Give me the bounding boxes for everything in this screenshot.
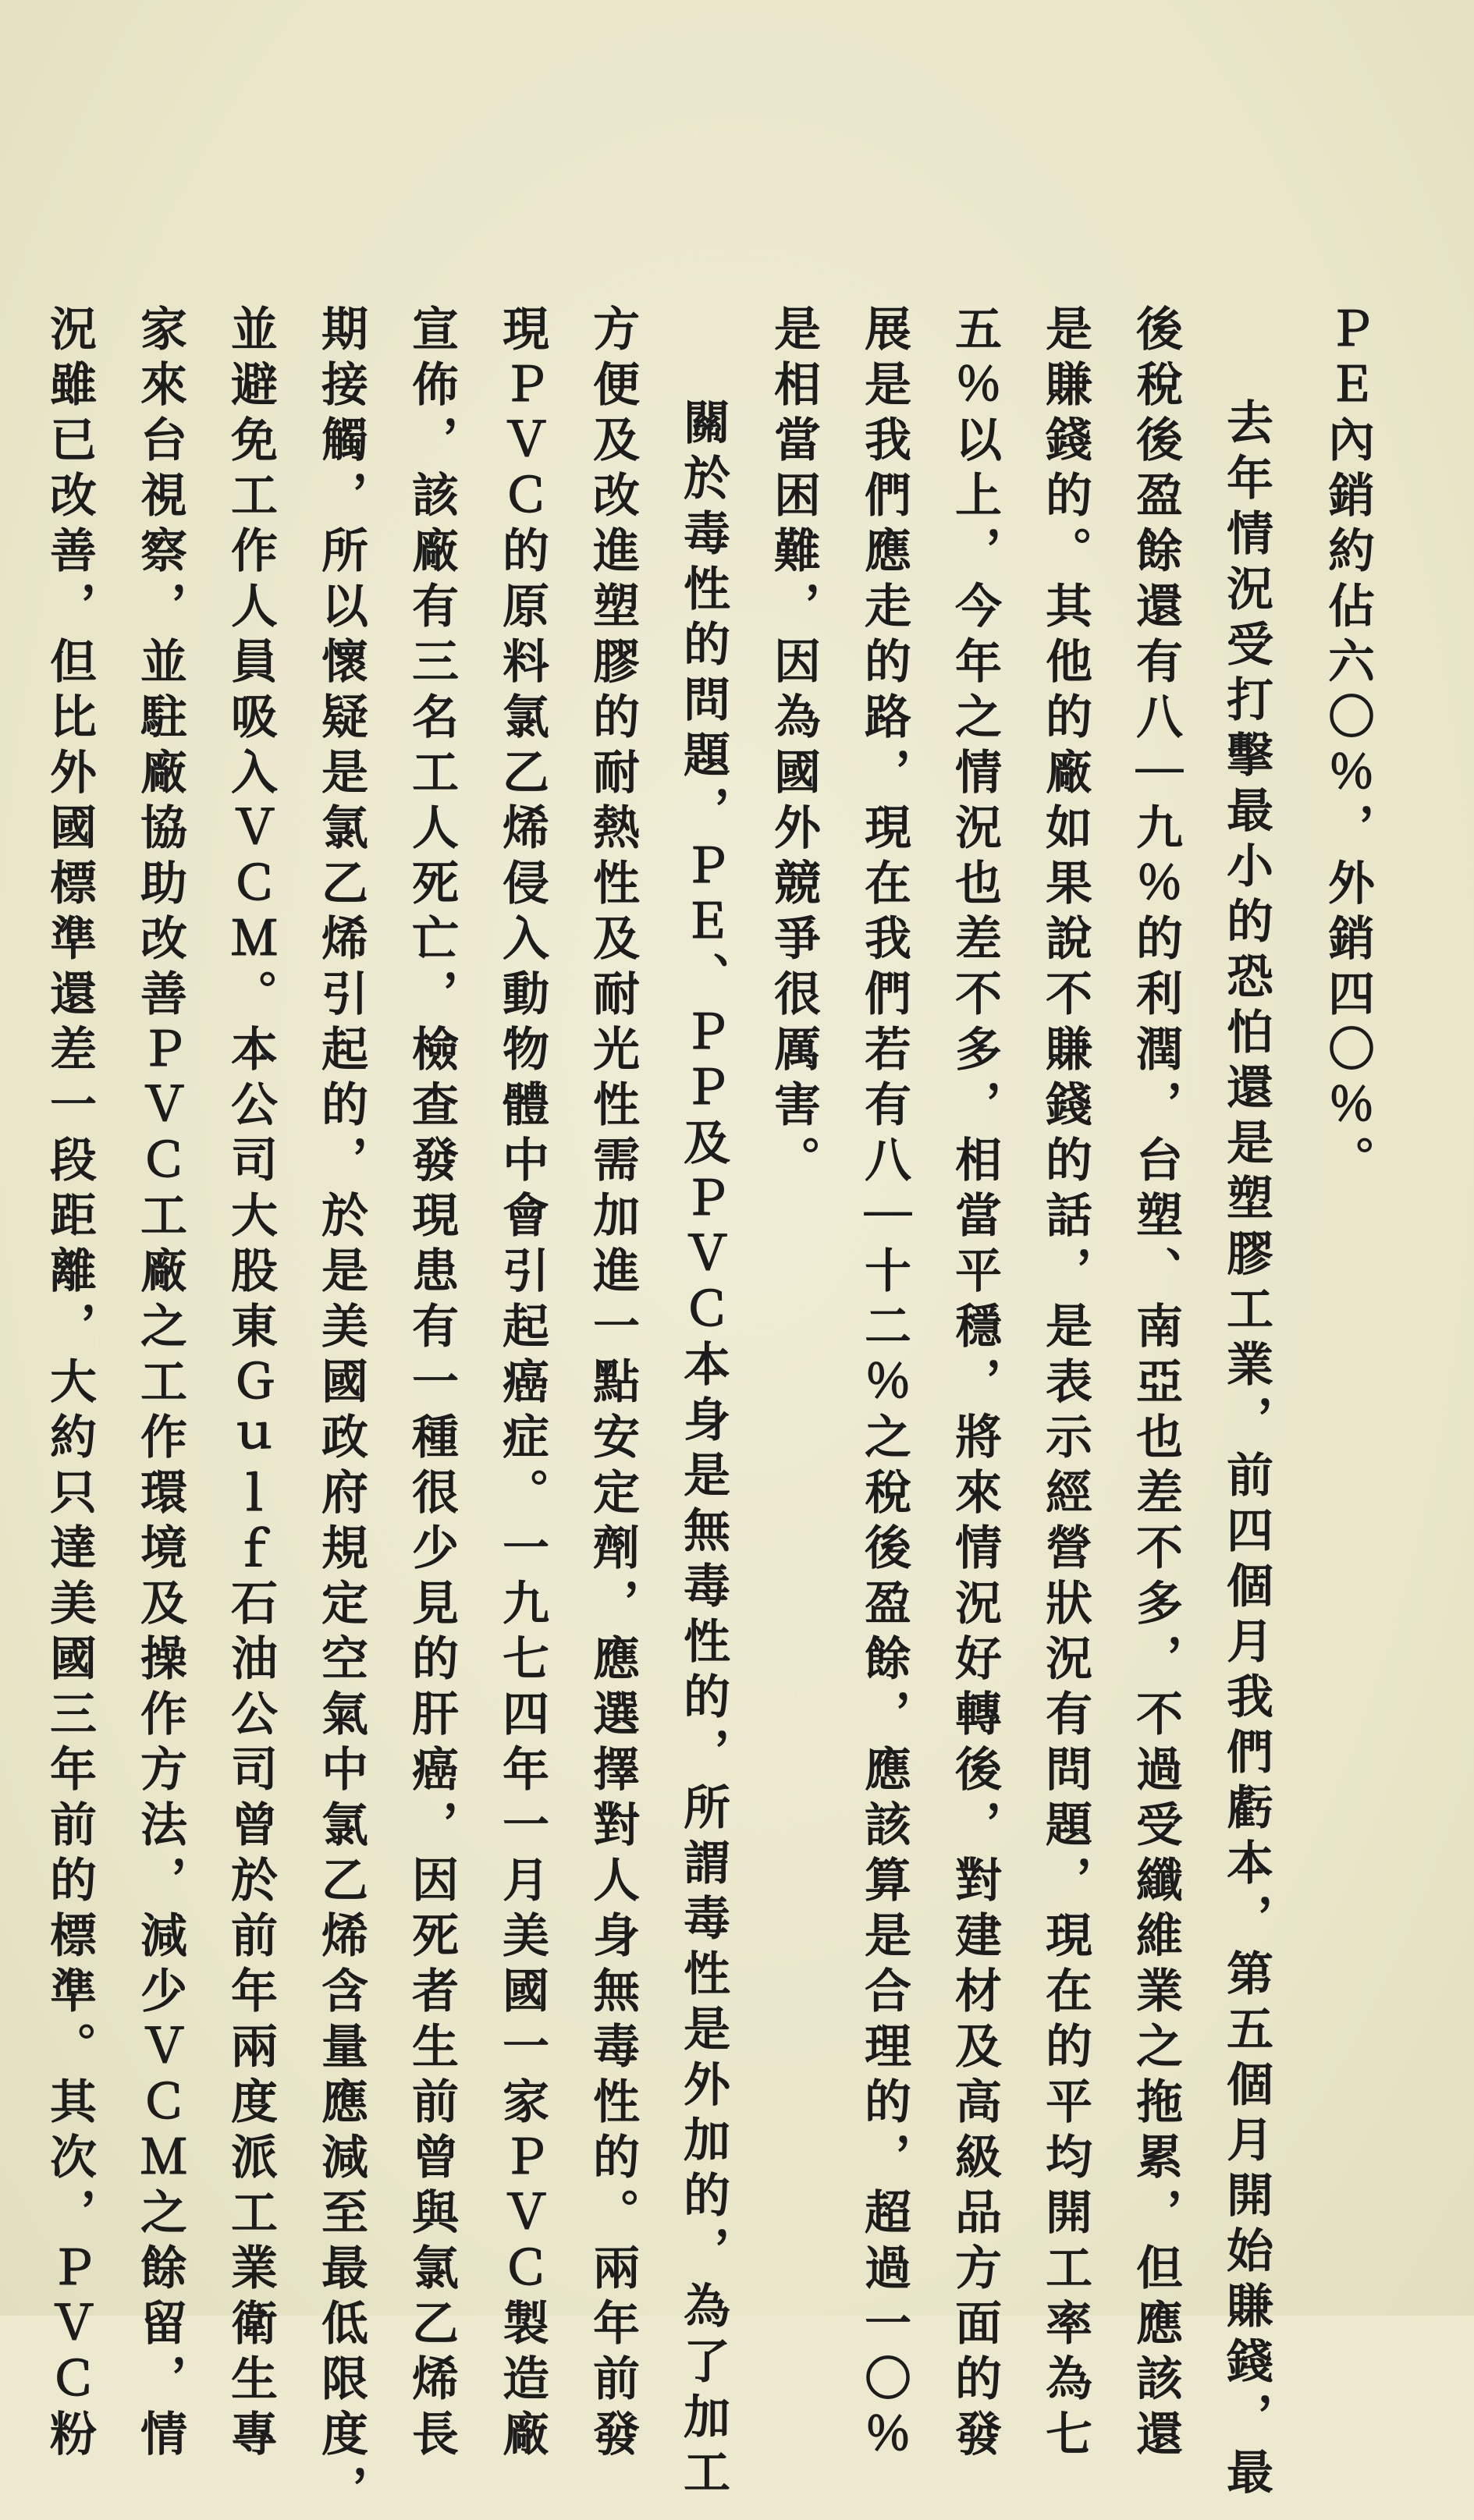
text-column: 現ＰＶＣ的原料氯乙烯侵入動物體中會引起癌症。一九七四年一月美國一家ＰＶＣ製造廠 bbox=[495, 304, 549, 2465]
text-column: 況雖已改善，但比外國標準還差一段距離，大約只達美國三年前的標準。其次，ＰＶＣ粉 bbox=[42, 304, 97, 2465]
text-column: 並避免工作人員吸入ＶＣＭ。本公司大股東Ｇｕｌｆ石油公司曾於前年兩度派工業衛生專 bbox=[223, 304, 278, 2465]
text-column: 展是我們應走的路，現在我們若有八｜十二％之稅後盈餘，應該算是合理的，超過一〇％ bbox=[857, 304, 911, 2465]
text-column: 後稅後盈餘還有八｜九％的利潤，台塑、南亞也差不多，不過受纖維業之拖累，但應該還 bbox=[1128, 304, 1183, 2465]
text-column: 去年情況受打擊最小的恐怕還是塑膠工業，前四個月我們虧本，第五個月開始賺錢，最 bbox=[1219, 398, 1273, 2503]
text-column: 家來台視察，並駐廠協助改善ＰＶＣ工廠之工作環境及操作方法，減少ＶＣＭ之餘留，情 bbox=[133, 304, 187, 2465]
text-column: 是相當困難，因為國外競爭很厲害。 bbox=[766, 304, 821, 1191]
heading-line: ＰＥ內銷約佔六〇％，外銷四〇％。 bbox=[1320, 304, 1375, 1191]
text-column: 是賺錢的。其他的廠如果說不賺錢的話，是表示經營狀況有問題，現在的平均開工率為七 bbox=[1038, 304, 1092, 2465]
text-column: 方便及改進塑膠的耐熱性及耐光性需加進一點安定劑，應選擇對人身無毒性的。兩年前發 bbox=[585, 304, 640, 2465]
text-column: 宣佈，該廠有三名工人死亡，檢查發現患有一種很少見的肝癌，因死者生前曾與氯乙烯長 bbox=[404, 304, 459, 2465]
text-column: 五％以上，今年之情況也差不多，相當平穩，將來情況好轉後，對建材及高級品方面的發 bbox=[947, 304, 1002, 2465]
vertical-text-body bbox=[42, 304, 1393, 2520]
text-column: 期接觸，所以懷疑是氯乙烯引起的，於是美國政府規定空氣中氯乙烯含量應減至最低限度， bbox=[314, 304, 368, 2520]
text-column: 關於毒性的問題，ＰＥ、ＰＰ及ＰＶＣ本身是無毒性的，所謂毒性是外加的，為了加工 bbox=[676, 398, 730, 2503]
